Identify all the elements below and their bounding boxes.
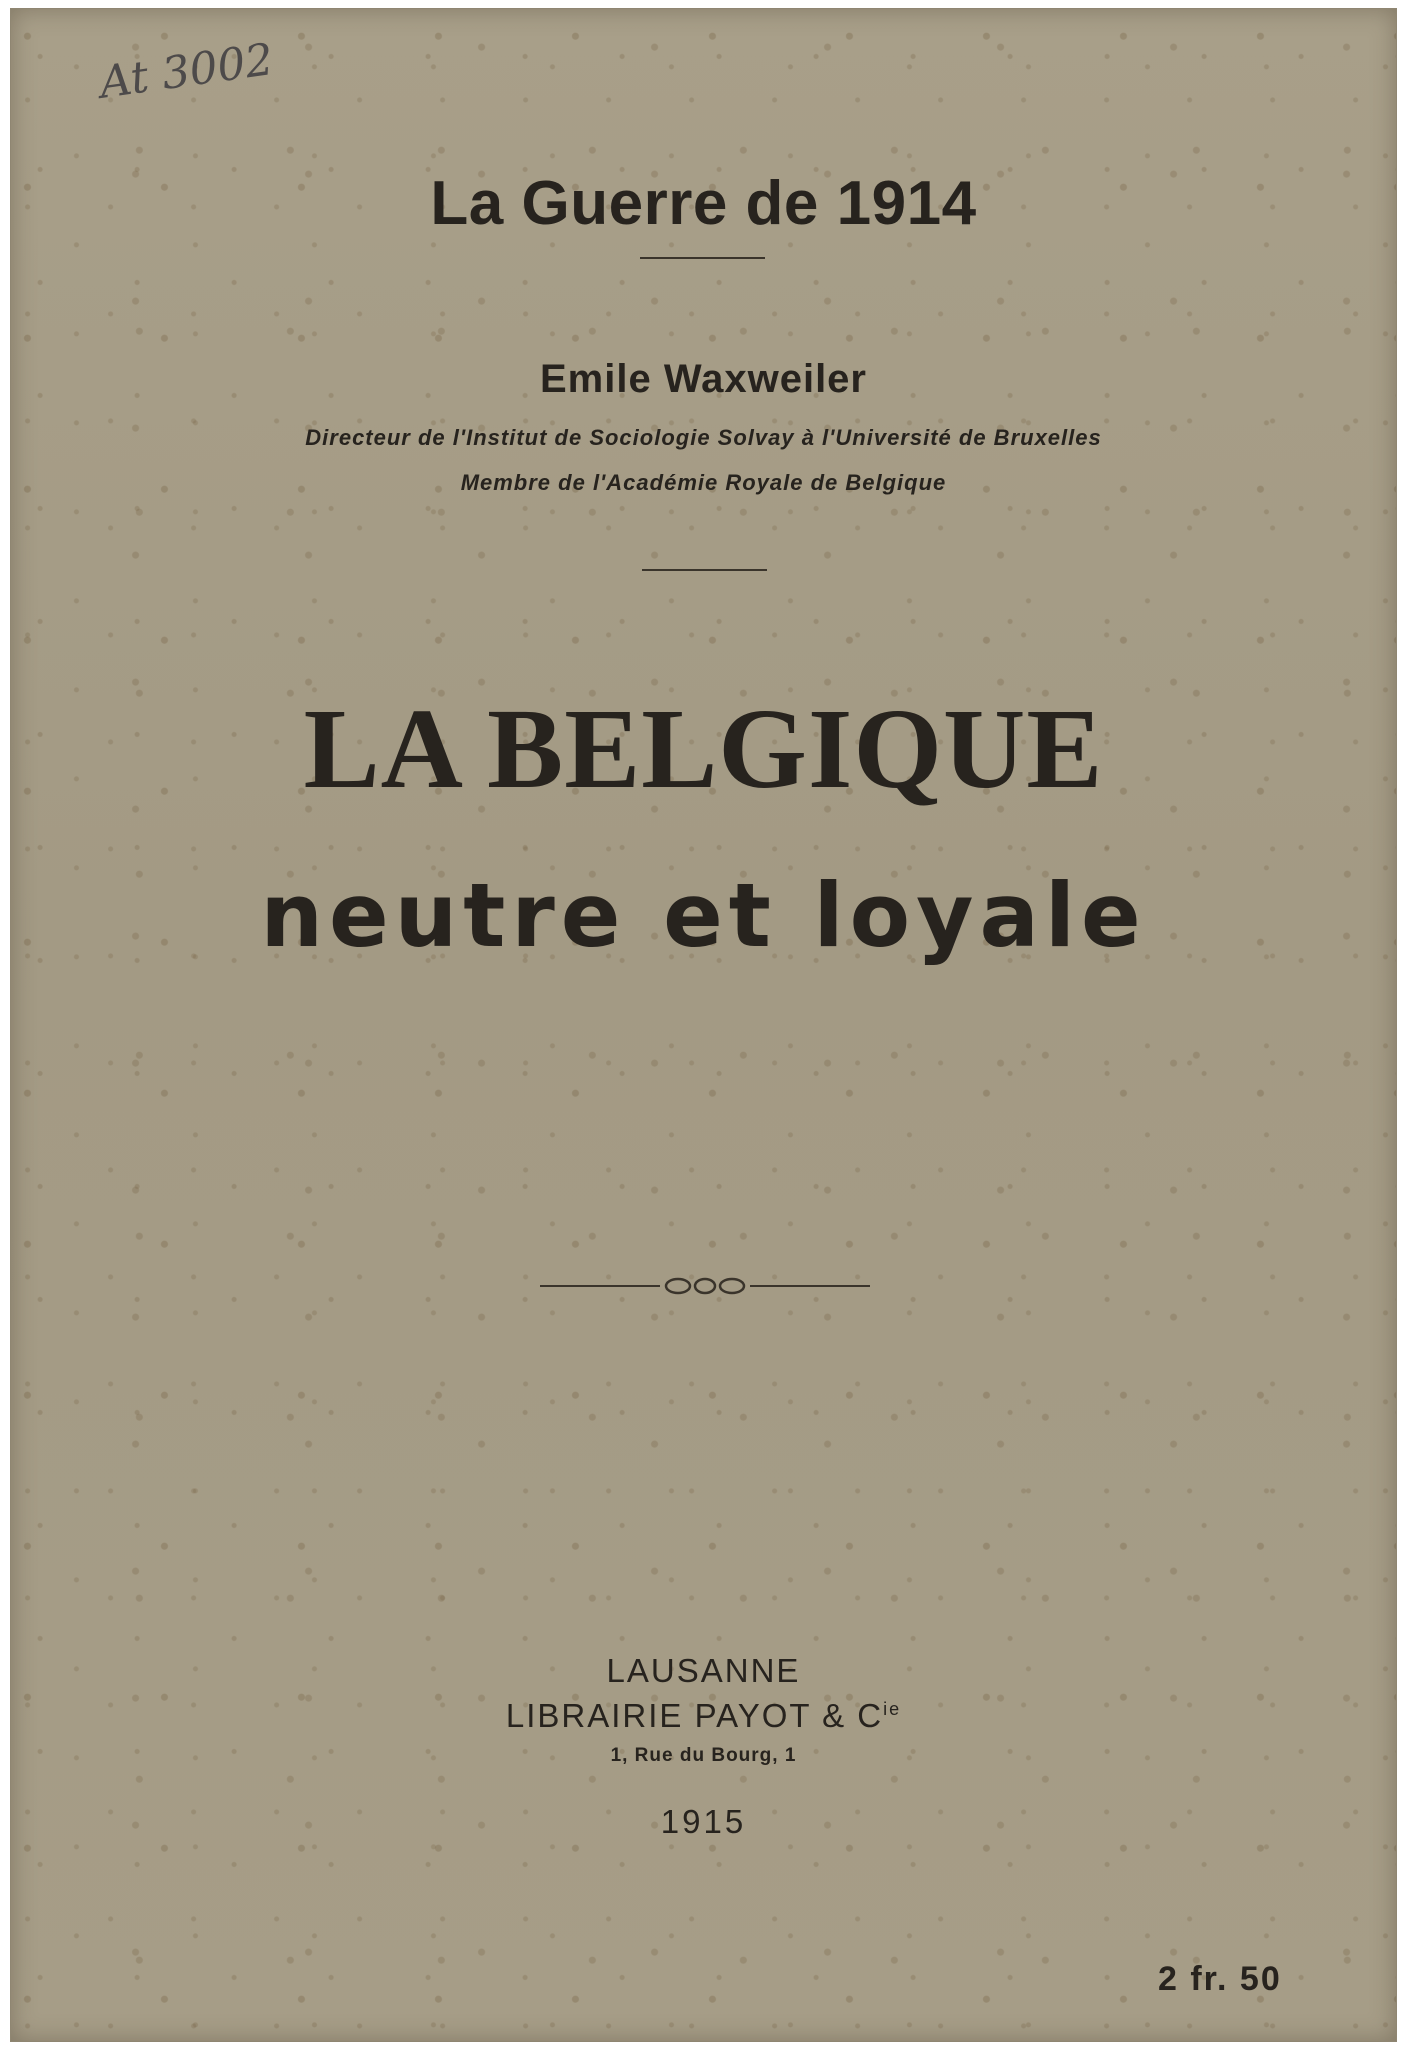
book-title-line-2: neutre et loyale <box>260 864 1147 967</box>
publisher-address: 1, Rue du Bourg, 1 <box>610 1745 797 1766</box>
ornament-divider <box>540 1272 870 1300</box>
author-role-line-2: Membre de l'Académie Royale de Belgique <box>460 470 947 495</box>
divider-rule <box>642 569 767 571</box>
author-name: Emile Waxweiler <box>540 357 867 401</box>
author-role-line-1: Directeur de l'Institut de Sociologie Solvay à l'Université de Bruxelles <box>305 425 1102 450</box>
book-title-line-1: LA BELGIQUE <box>303 685 1104 812</box>
series-title: La Guerre de 1914 <box>430 169 977 238</box>
handwritten-shelfmark: At 3002 <box>96 33 277 109</box>
book-cover <box>10 8 1397 2042</box>
price-label: 2 fr. 50 <box>1158 1960 1282 1998</box>
publication-year: 1915 <box>660 1803 747 1840</box>
publication-city: LAUSANNE <box>606 1652 801 1689</box>
publisher-name: LIBRAIRIE PAYOT & $C^{ie}$ <box>505 1697 902 1734</box>
divider-rule <box>640 257 765 259</box>
